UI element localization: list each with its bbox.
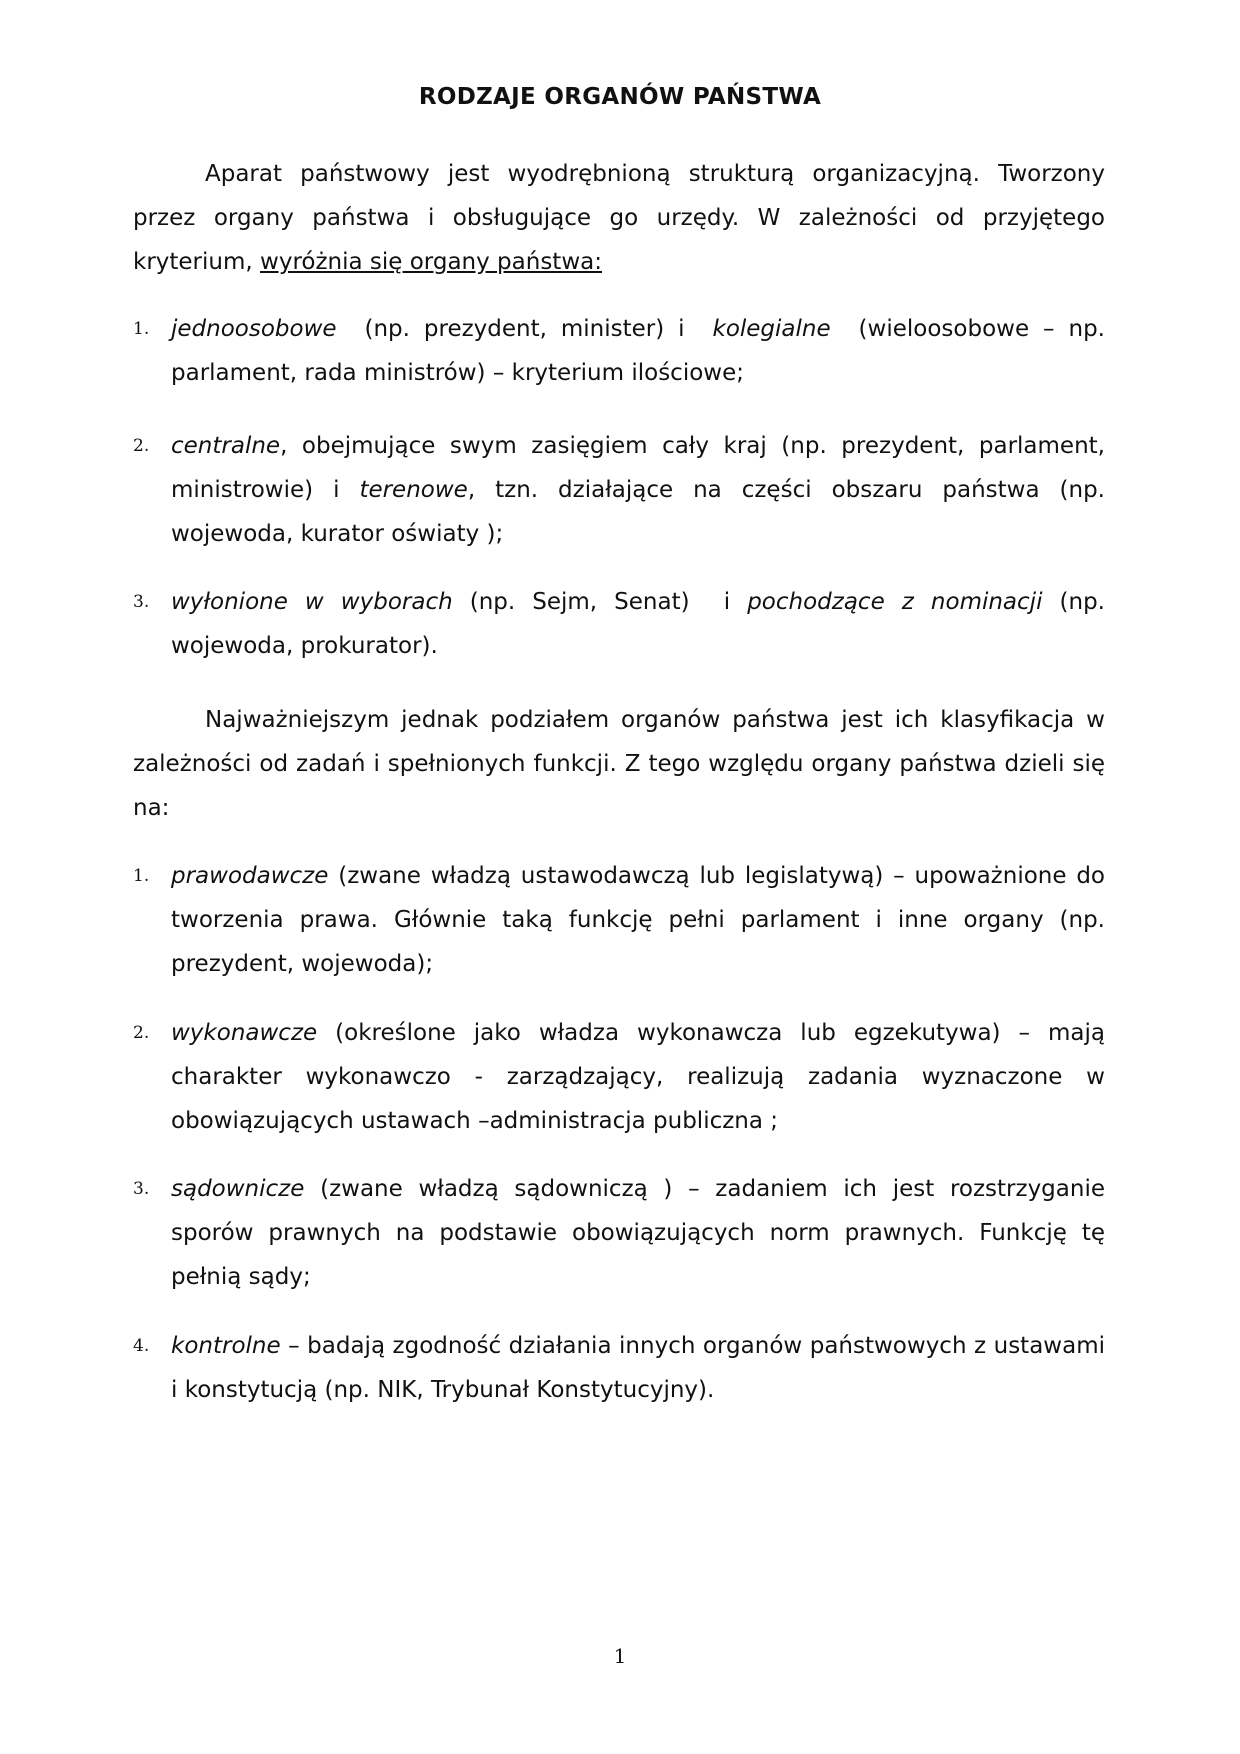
list-item-text [171, 1324, 1105, 1412]
list-item-text [171, 307, 1113, 395]
italic-term: wykonawcze [171, 1020, 318, 1046]
italic-term: pochodzące z nominacji [747, 589, 1043, 615]
list-number: 1. [133, 319, 150, 339]
text-fragment: – badają zgodność działania innych organów państwowych z ustawami i konstytucją (np. NIK, Trybunał Konstytucyjny). [171, 1333, 1105, 1403]
list2-item-3 [133, 1167, 1105, 1299]
classification-paragraph: Najważniejszym jednak podziałem organów państwa jest ich klasyfikacja w zależności od zadań i spełnionych funkcji. Z tego względu organy państwa dzieli się na: [133, 707, 1105, 821]
list-number: 3. [133, 592, 150, 612]
text-fragment: (np. Sejm, Senat) i [452, 589, 748, 615]
text-fragment: (wieloosobowe – np. parlament, rada ministrów) – kryterium ilościowe; [171, 316, 1113, 386]
intro-paragraph [133, 152, 1105, 284]
list-number: 2. [133, 436, 150, 456]
list-number: 4. [133, 1336, 150, 1356]
list1-item-1 [133, 307, 1113, 395]
italic-term: kolegialne [712, 316, 831, 342]
italic-term: sądownicze [171, 1176, 305, 1202]
text-fragment: (np. wojewoda, prokurator). [171, 589, 1105, 659]
italic-term: prawodawcze [171, 863, 329, 889]
list2-item-4 [133, 1324, 1105, 1412]
intro-text: Aparat państwowy jest wyodrębnioną strukturą organizacyjną. Tworzony przez organy państwa i obsługujące go urzędy. W zależności od przyjętego kryterium, [133, 161, 1105, 275]
list-item-text [171, 1167, 1105, 1299]
list-item-text [171, 1011, 1105, 1143]
text-fragment: (zwane władzą ustawodawczą lub legislatywą) – upoważnione do tworzenia prawa. Głównie taką funkcję pełni parlament i inne organy (np. prezydent, wojewoda); [171, 863, 1105, 977]
list2-item-1 [133, 854, 1105, 986]
text-fragment: (np. prezydent, minister) i [336, 316, 713, 342]
italic-term: terenowe [359, 477, 468, 503]
intro-underlined-text: wyróżnia się organy państwa: [260, 249, 602, 275]
text-fragment: , tzn. działające na części obszaru państwa (np. wojewoda, kurator oświaty ); [171, 477, 1105, 547]
list-number: 1. [133, 866, 150, 886]
list1-item-3 [133, 580, 1105, 668]
list-number: 2. [133, 1023, 150, 1043]
italic-term: centralne [171, 433, 281, 459]
italic-term: kontrolne [171, 1333, 281, 1359]
text-fragment: , obejmujące swym zasięgiem cały kraj (np. prezydent, parlament, ministrowie) i [171, 433, 1105, 503]
list1-item-2 [133, 424, 1105, 556]
list-number: 3. [133, 1179, 150, 1199]
list-item-text [171, 424, 1105, 556]
document-title: RODZAJE ORGANÓW PAŃSTWA [418, 84, 822, 110]
text-fragment: (określone jako władza wykonawcza lub egzekutywa) – mają charakter wykonawczo - zarządzający, realizują zadania wyznaczone w obowiązujących ustawach –administracja publiczna ; [171, 1020, 1105, 1134]
list-item-text [171, 580, 1105, 668]
list-item-text [171, 854, 1105, 986]
list2-item-2 [133, 1011, 1105, 1143]
text-fragment: (zwane władzą sądowniczą ) – zadaniem ich jest rozstrzyganie sporów prawnych na podstawie obowiązujących norm prawnych. Funkcję tę pełnią sądy; [171, 1176, 1105, 1290]
italic-term: jednoosobowe [171, 316, 337, 342]
page-number: 1 [613, 1644, 627, 1668]
italic-term: wyłonione w wyborach [171, 589, 453, 615]
